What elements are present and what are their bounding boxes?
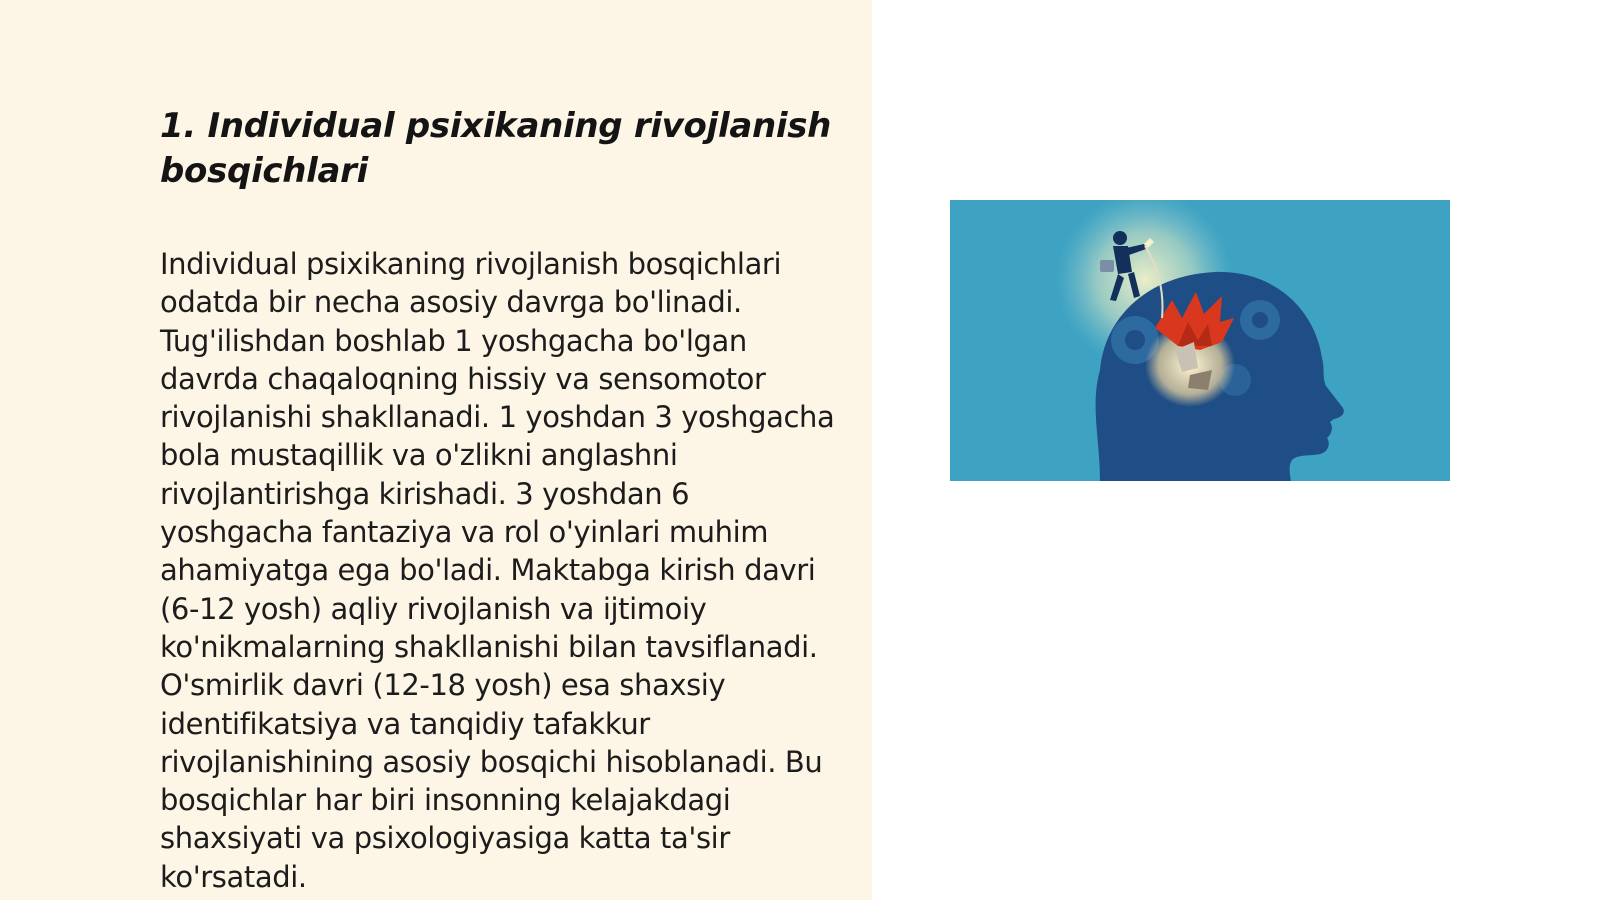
- gear-shape: [1252, 312, 1268, 328]
- gear-shape: [1125, 330, 1145, 350]
- head-mind-exploration-icon: [950, 200, 1450, 481]
- slide-title: 1. Individual psixikaning rivojlanish bosqichlari: [160, 106, 832, 191]
- slide-body-text: Individual psixikaning rivojlanish bosqichlari odatda bir necha asosiy davrga bo'linadi. Tug'ilishdan boshlab 1 yoshgacha bo'lgan davrda chaqaloqning hissiy va sensomotor rivojlanishi shakllanadi. 1 yoshdan 3 yoshgacha bola mustaqillik va o'zlikni anglashni rivojlantirishga kirishadi. 3 yoshdan 6 yoshgacha fantaziya va rol o'yinlari muhim ahamiyatga ega bo'ladi. Maktabga kirish davri (6-12 yosh) aqliy rivojlanish va ijtimoiy ko'nikmalarning shakllanishi bilan tavsiflanadi. O'smirlik davri (12-18 yosh) esa shaxsiy identifikatsiya va tanqidiy tafakkur rivojlanishining asosiy bosqichi hisoblanadi. Bu bosqichlar har biri insonning kelajakdagi shaxsiyati va psixologiyasiga katta ta'sir ko'rsatadi.: [160, 247, 835, 894]
